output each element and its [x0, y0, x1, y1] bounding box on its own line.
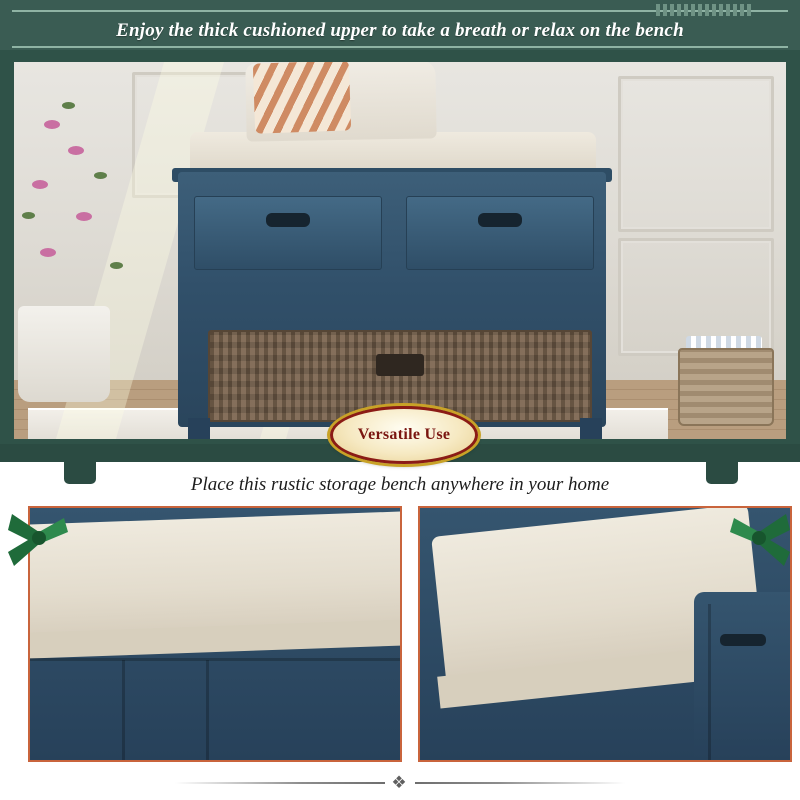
leaf-icon [94, 172, 107, 179]
flower-petal-icon [40, 248, 56, 257]
flower-petal-icon [44, 120, 60, 129]
drawer-handle-slot [720, 634, 766, 646]
banner-headline: Enjoy the thick cushioned upper to take a breath or relax on the bench [116, 20, 684, 41]
hero-photo [14, 62, 786, 439]
bench-panel-line [206, 660, 209, 760]
bench-panel-line [708, 604, 711, 760]
bench-leg [580, 418, 602, 439]
ornament-line-right [415, 782, 625, 784]
versatile-use-badge [330, 406, 478, 464]
bench-panel-line [122, 660, 125, 760]
bench-panel-line [30, 658, 400, 661]
plant-pot [18, 306, 110, 402]
wicker-basket [678, 348, 774, 426]
wall-molding-panel [618, 76, 774, 232]
banner-tick-marks-icon [656, 4, 776, 16]
bench-drawer-right [406, 196, 594, 270]
striped-pillow [253, 62, 351, 134]
hero-photo-frame [0, 50, 800, 462]
bench-drawer-left [194, 196, 382, 270]
leaf-icon [62, 102, 75, 109]
ornament-glyph-icon: ❖ [391, 773, 409, 792]
detail-photo-left [28, 506, 402, 762]
badge-label: Versatile Use [357, 426, 451, 443]
flower-petal-icon [68, 146, 84, 155]
flower-petal-icon [32, 180, 48, 189]
flower-petal-icon [76, 212, 92, 221]
sub-caption: Place this rustic storage bench anywhere in your home [190, 474, 610, 495]
ornament-line-left [175, 782, 385, 784]
bench-leg [188, 418, 210, 439]
footer-ornament [0, 770, 800, 796]
leaf-icon [22, 212, 35, 219]
leaf-icon [110, 262, 123, 269]
detail-photo-right [418, 506, 792, 762]
